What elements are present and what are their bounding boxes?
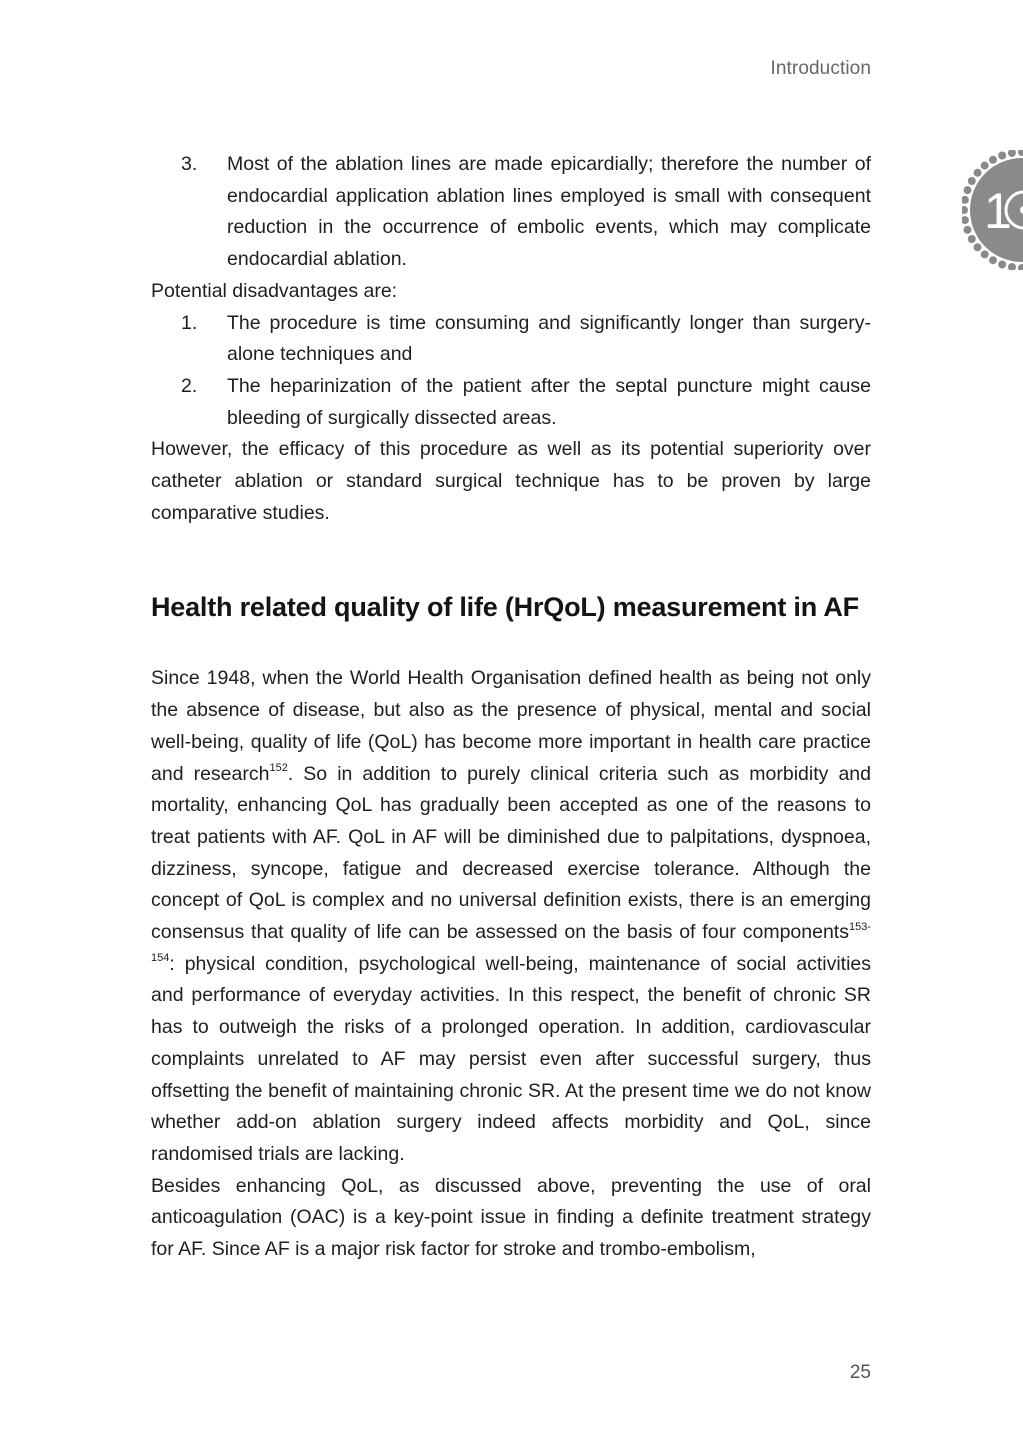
conclusion-paragraph: However, the efficacy of this procedure as well as its potential superiority over catheter ablation or standard surgical technique has to be proven by large comparative studies. xyxy=(151,438,871,524)
gear-tooth xyxy=(1018,264,1023,270)
advantages-list-continued xyxy=(151,149,871,276)
hrqol-paragraph-2: Besides enhancing QoL, as discussed above, preventing the use of oral anticoagulation (OAC) is a key-point issue in finding a definite treatment strategy for AF. Since AF is a major risk factor for stroke and trombo-embolism, xyxy=(151,1174,871,1261)
list-item xyxy=(151,308,871,371)
disadvantages-list xyxy=(151,308,871,435)
section-heading: Health related quality of life (HrQoL) measurement in AF xyxy=(151,592,859,623)
paragraph-text: Since 1948, when the World Health Organisation defined health as being not only the absence of disease, but also as the presence of physical, mental and social well-being, quality of life (QoL) has become more important in health care practice and research xyxy=(151,667,871,785)
gear-tooth xyxy=(989,156,997,164)
list-item-text: The heparinization of the patient after the septal puncture might cause bleeding of surgically dissected areas. xyxy=(227,374,871,429)
disadvantages-intro: Potential disadvantages are: xyxy=(151,279,398,302)
reference-superscript: 153-154 xyxy=(151,920,871,965)
paragraph-text: : physical condition, psychological well-being, maintenance of social activities and performance of everyday activities. In this respect, the benefit of chronic SR has to outweigh the risks of a prolonged operation. In addition, cardiovascular complaints unrelated to AF may persist even after successful surgery, thus offsetting the benefit of maintaining chronic SR. At the present time we do not know whether add-on ablation surgery indeed affects morbidity and QoL, since randomised trials are lacking. xyxy=(151,952,871,1165)
list-item-number: 2. xyxy=(181,374,198,397)
gear-tooth xyxy=(981,162,989,170)
gear-tooth xyxy=(974,169,982,177)
gear-tooth xyxy=(962,206,968,214)
gear-tooth xyxy=(998,152,1006,160)
gear-tooth xyxy=(989,256,997,264)
list-item-text: The procedure is time consuming and significantly longer than surgery-alone techniques and xyxy=(227,311,871,366)
reference-superscript: 152 xyxy=(269,762,288,775)
gear-tooth xyxy=(964,186,972,194)
list-item-number: 3. xyxy=(181,153,198,175)
gear-tooth xyxy=(962,196,969,204)
gear-tooth xyxy=(968,177,976,185)
gear-icon xyxy=(962,150,1023,270)
gear-tooth xyxy=(981,250,989,258)
hrqol-paragraph-1 xyxy=(151,663,871,1170)
page-number: 25 xyxy=(849,1362,871,1383)
page-content xyxy=(151,149,871,1266)
chapter-tab xyxy=(962,150,1023,270)
list-item xyxy=(151,149,871,276)
gear-tooth xyxy=(968,235,976,243)
paragraph-text: . So in addition to purely clinical criteria such as morbidity and mortality, enhancing QoL has gradually been accepted as one of the reasons to treat patients with AF. QoL in AF will be diminished due to palpitations, dyspnoea, dizziness, syncope, fatigue and decreased exercise tolerance. Although the concept of QoL is complex and no universal definition exists, there is an emerging consensus that quality of life can be assessed on the basis of four components xyxy=(151,762,871,944)
gear-tooth xyxy=(1008,263,1016,270)
running-header: Introduction xyxy=(770,58,871,79)
gear-tooth xyxy=(964,226,972,234)
list-item xyxy=(151,371,871,434)
gear-tooth xyxy=(1018,150,1023,156)
list-item-number: 1. xyxy=(181,311,198,334)
gear-tooth xyxy=(998,261,1006,269)
gear-tooth xyxy=(1008,150,1016,157)
gear-tooth xyxy=(962,216,969,224)
list-item-text: Most of the ablation lines are made epicardially; therefore the number of endocardial application ablation lines employed is small with consequent reduction in the occurrence of embolic events, which may complicate endocardial ablation. xyxy=(227,153,871,271)
chapter-number: 1 xyxy=(984,183,1012,239)
gear-tooth xyxy=(974,243,982,251)
